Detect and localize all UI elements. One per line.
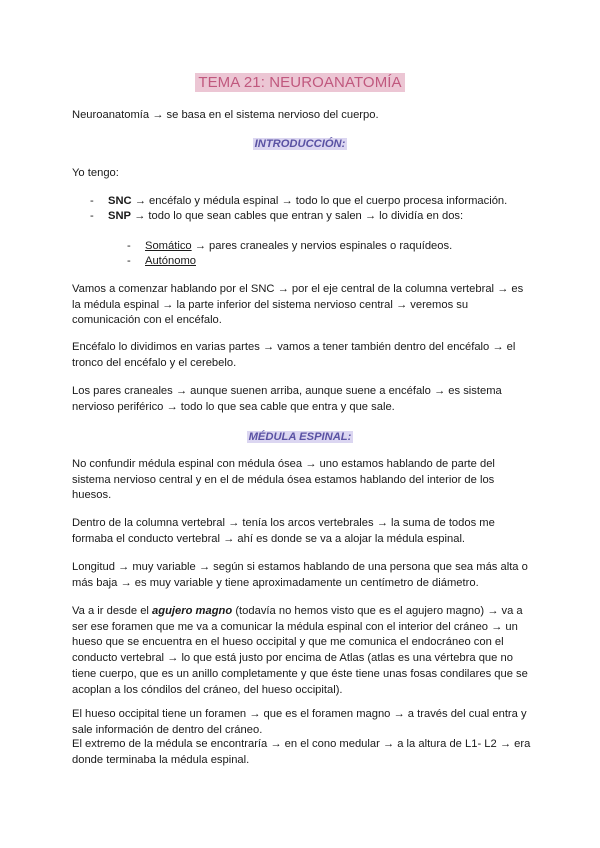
sub-bullet-dash: -: [127, 240, 131, 252]
section-heading-medula: [0, 431, 600, 443]
intro-line: Neuroanatomía → se basa en el sistema nervioso del cuerpo.: [72, 109, 379, 121]
bullet-snp-term: SNP: [108, 210, 132, 222]
bullet-snp-text: → todo lo que sean cables que entran y salen → lo dividía en dos:: [131, 210, 464, 222]
title-wrap: [0, 73, 600, 92]
paragraph-occipital: El hueso occipital tiene un foramen → que es el foramen magno → a través del cual entra y sale información de dentro del cráneo.: [72, 708, 527, 736]
paragraph-confundir: No confundir médula espinal con médula ósea → uno estamos hablando de parte del sistema nervioso central y en el de médula ósea estamos hablando del interior de los huesos.: [72, 458, 495, 502]
paragraph-snc: Vamos a comenzar hablando por el SNC → por el eje central de la columna vertebral → es la médula espinal → la parte inferior del sistema nervioso central → veremos su comunicación con el encéfalo.: [72, 283, 524, 327]
bullet-snc: [108, 194, 548, 209]
sub-bullet-somatico-term: Somático: [145, 240, 192, 252]
section-heading-introduccion-label: INTRODUCCIÓN:: [254, 138, 346, 150]
agujero-before: Va a ir desde el: [72, 605, 153, 617]
paragraph-longitud: Longitud → muy variable → según si estamos hablando de una persona que sea más alta o más baja → es muy variable y tiene aproximadamente un centímetro de diámetro.: [72, 561, 528, 589]
sub-bullet-dash: -: [127, 255, 131, 267]
agujero-term: agujero magno: [152, 605, 233, 617]
bullet-snp: [108, 209, 548, 224]
paragraph-agujero-magno: [72, 604, 532, 698]
section-heading-introduccion: [0, 138, 600, 150]
bullet-snc-text: → encéfalo y médula espinal → todo lo que el cuerpo procesa información.: [131, 195, 508, 207]
page-title: TEMA 21: NEUROANATOMÍA: [195, 73, 404, 92]
agujero-after: (todavía no hemos visto que es el agujero magno) → va a ser ese foramen que me va a comunicar la médula espinal con el interior del cráneo → un hueso que se encuentra en el hueso occipital y que me comunica el endocráneo con el conducto vertebral → lo que está justo por encima de Atlas (atlas es una vértebra que no tiene cuerpo, que es un anillo completamente y que éste tiene unas fosas condilares que se acoplan a los cóndilos del cráneo, del hueso occipital).: [72, 605, 528, 696]
section-heading-medula-label: MÉDULA ESPINAL:: [248, 431, 352, 443]
yo-tengo-text: Yo tengo:: [72, 167, 119, 179]
bullet-dash: -: [90, 210, 94, 222]
paragraph-columna: Dentro de la columna vertebral → tenía los arcos vertebrales → la suma de todos me formaba el conducto vertebral → ahí es donde se va a alojar la médula espinal.: [72, 517, 495, 545]
bullet-snc-term: SNC: [108, 195, 132, 207]
paragraph-cono-medular: El extremo de la médula se encontraría → en el cono medular → a la altura de L1- L2 → era donde terminaba la médula espinal.: [72, 738, 531, 766]
sub-bullet-somatico: [145, 239, 545, 254]
sub-bullet-somatico-text: → pares craneales y nervios espinales o raquídeos.: [191, 240, 453, 252]
bullet-dash: -: [90, 195, 94, 207]
sub-bullet-autonomo-term: Autónomo: [145, 255, 196, 267]
paragraph-pares-craneales: Los pares craneales → aunque suenen arriba, aunque suene a encéfalo → es sistema nervioso periférico → todo lo que sea cable que entra y que sale.: [72, 385, 502, 413]
sub-bullet-autonomo: [145, 254, 545, 269]
paragraph-encefalo: Encéfalo lo dividimos en varias partes → vamos a tener también dentro del encéfalo → el tronco del encéfalo y el cerebelo.: [72, 341, 516, 369]
